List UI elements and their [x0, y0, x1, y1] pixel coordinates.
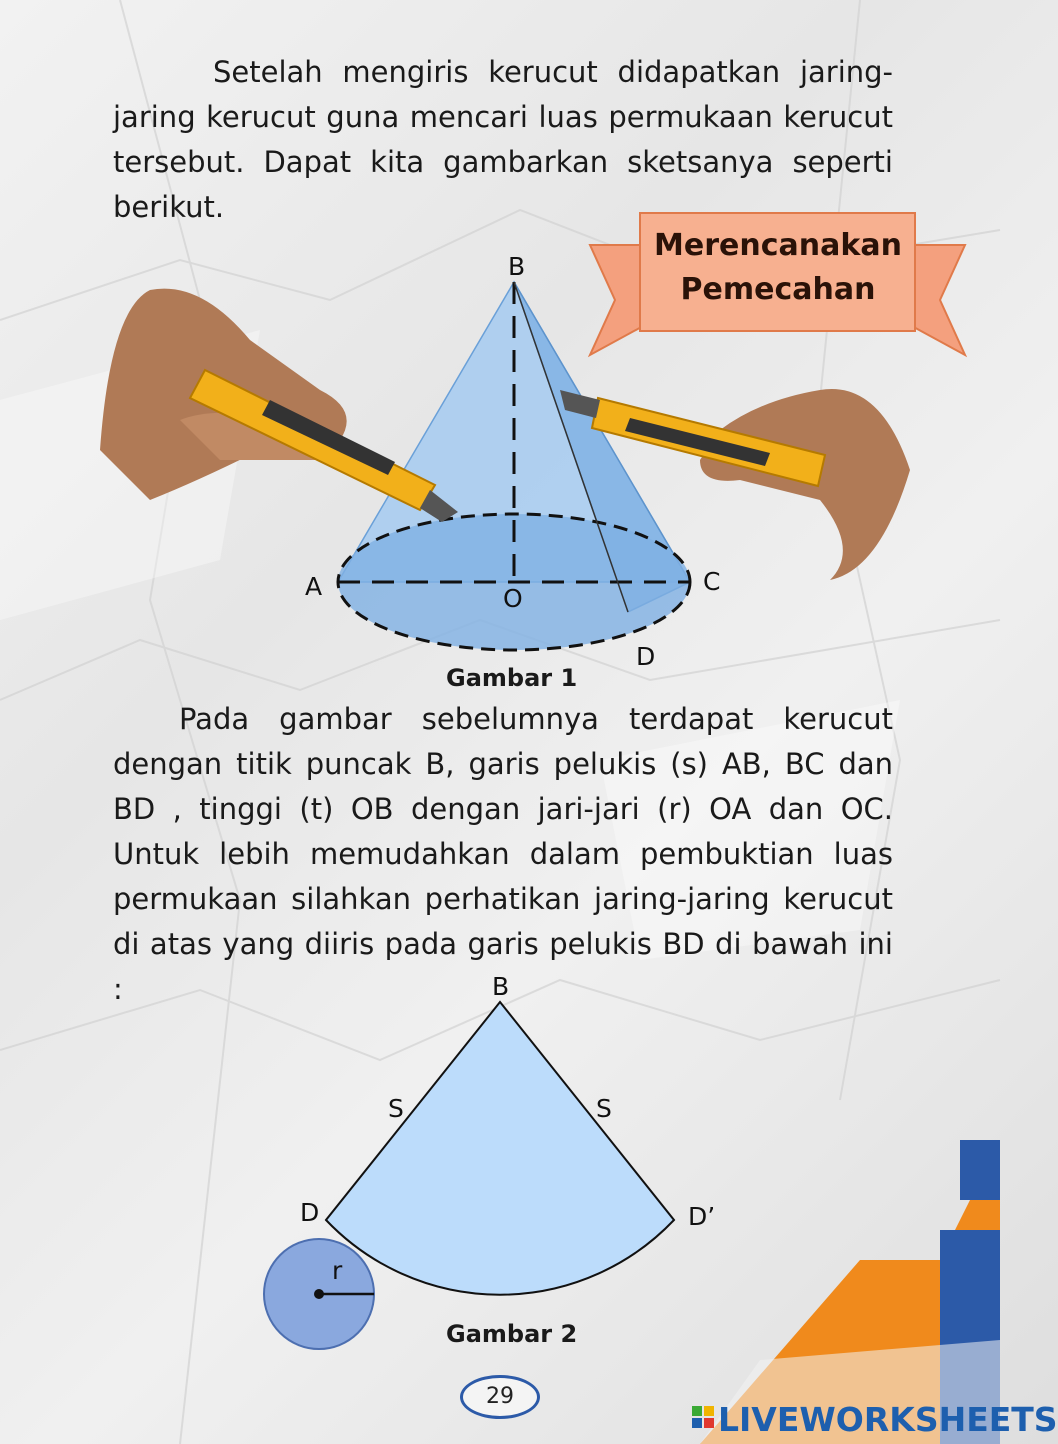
label-b-fig2: B	[492, 972, 510, 1001]
hand-icon	[700, 389, 910, 580]
figure-2-net	[250, 990, 710, 1350]
figure-2-caption: Gambar 2	[446, 1320, 578, 1348]
explanation-paragraph: Pada gambar sebelumnya terdapat kerucut dengan titik puncak B, garis pelukis (s) AB, BC dan BD , tinggi (t) OB dengan jari-jari (r) OA dan OC. Untuk lebih memudahkan dalam pembuktian luas permukaan silahkan perhatikan jaring-jaring kerucut di atas yang diiris pada garis pelukis BD di bawah ini :	[113, 702, 893, 1006]
label-s-right: S	[596, 1094, 612, 1123]
figure-1-cone	[0, 250, 1000, 670]
label-d-fig2: D	[300, 1198, 320, 1227]
label-c: C	[703, 567, 721, 596]
page-number: 29	[460, 1375, 540, 1419]
label-o: O	[503, 584, 523, 613]
label-a: A	[305, 572, 323, 601]
banner-line-2: Pemecahan	[680, 272, 876, 307]
intro-paragraph: Setelah mengiris kerucut didapatkan jaring-jaring kerucut guna mencari luas permukaan kerucut tersebut. Dapat kita gambarkan sketsanya seperti berikut.	[113, 55, 893, 224]
label-s-left: S	[388, 1094, 404, 1123]
figure-1-caption: Gambar 1	[446, 664, 578, 692]
net-sector	[326, 1002, 674, 1295]
label-d-prime: D’	[688, 1202, 716, 1231]
circle-center	[314, 1289, 324, 1299]
watermark-text: LIVEWORKSHEETS	[718, 1400, 1058, 1439]
label-r: r	[332, 1256, 343, 1285]
liveworksheets-logo-icon	[692, 1406, 714, 1428]
label-b-fig1: B	[508, 252, 526, 281]
banner-line-1: Merencanakan	[654, 228, 902, 263]
label-d-fig1: D	[636, 642, 656, 671]
